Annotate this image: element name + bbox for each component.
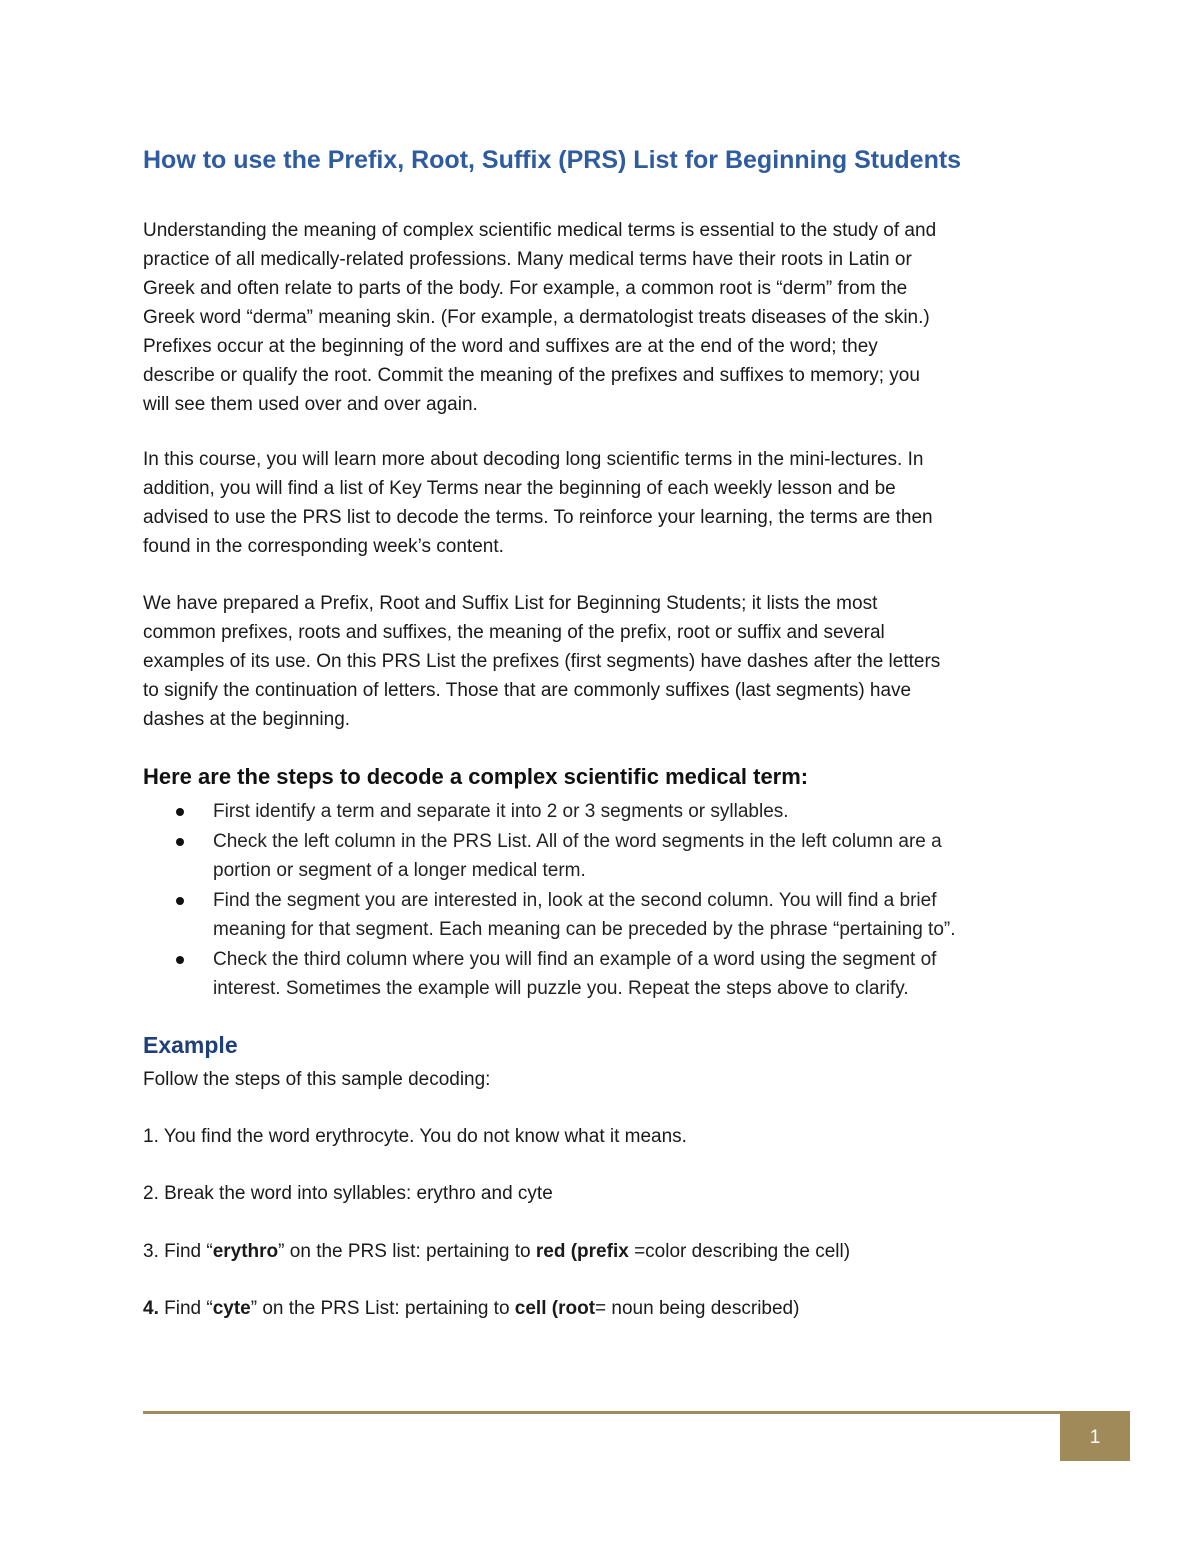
step-3-paren: ( [565,1241,578,1262]
text-line: Greek and often relate to parts of the body. For example, a common root is “derm” from the [143,278,908,299]
step-4-term: cyte [212,1298,251,1319]
page-number: 1 [1060,1414,1130,1461]
text-line: common prefixes, roots and suffixes, the meaning of the prefix, root or suffix and several [143,622,885,643]
step-3-text: =color describing the cell) [628,1241,851,1262]
step-3-role: prefix [577,1241,629,1262]
step-4-text: ” on the PRS List: pertaining to [250,1298,515,1319]
steps-heading: Here are the steps to decode a complex scientific medical term: [143,764,809,789]
text-line: advised to use the PRS list to decode the terms. To reinforce your learning, the terms are then [143,507,933,528]
bullet-icon [176,956,184,964]
text-line: practice of all medically-related professions. Many medical terms have their roots in Latin or [143,249,912,270]
text-line: In this course, you will learn more about decoding long scientific terms in the mini-lectures. In [143,449,924,470]
footer-rule [143,1411,1130,1414]
text-line: Check the left column in the PRS List. All of the word segments in the left column are a [213,830,942,852]
text-line: Greek word “derma” meaning skin. (For example, a dermatologist treats diseases of the skin.) [143,307,930,328]
text-line: Check the third column where you will find an example of a word using the segment of [213,948,937,970]
list-item [143,945,1073,1004]
example-intro: Follow the steps of this sample decoding: [143,1069,491,1090]
text-line: First identify a term and separate it into 2 or 3 segments or syllables. [213,801,789,822]
text-line: meaning for that segment. Each meaning can be preceded by the phrase “pertaining to”. [213,919,956,940]
document-title: How to use the Prefix, Root, Suffix (PRS) List for Beginning Students [143,146,962,174]
text-line: Find the segment you are interested in, look at the second column. You will find a brief [213,889,937,911]
text-line: found in the corresponding week’s content. [143,536,504,557]
bullet-icon [176,897,184,905]
step-4-number: 4. [143,1298,159,1319]
text-line: interest. Sometimes the example will puzzle you. Repeat the steps above to clarify. [213,978,909,999]
example-step-2: 2. Break the word into syllables: erythro and cyte [143,1183,553,1204]
text-line: Understanding the meaning of complex scientific medical terms is essential to the study of and [143,220,937,241]
text-line: Prefixes occur at the beginning of the word and suffixes are at the end of the word; they [143,336,878,357]
text-line: addition, you will find a list of Key Terms near the beginning of each weekly lesson and be [143,478,896,499]
bullet-icon [176,808,184,816]
list-item [143,827,1073,886]
text-line: dashes at the beginning. [143,709,351,730]
step-4-text: = noun being described) [595,1298,800,1319]
step-4-paren: ( [546,1298,559,1319]
text-line: describe or qualify the root. Commit the meaning of the prefixes and suffixes to memory; you [143,365,920,386]
text-line: examples of its use. On this PRS List the prefixes (first segments) have dashes after the letters [143,651,941,672]
course-paragraph [143,445,1058,561]
step-3-text: 3. Find “ [143,1241,213,1262]
example-heading: Example [143,1032,238,1058]
example-step-1: 1. You find the word erythrocyte. You do not know what it means. [143,1126,687,1147]
bullet-icon [176,838,184,846]
list-item [143,886,1073,945]
text-line: We have prepared a Prefix, Root and Suffix List for Beginning Students; it lists the most [143,593,878,614]
step-4-meaning: cell [514,1298,547,1319]
text-line: will see them used over and over again. [143,394,478,415]
text-line: portion or segment of a longer medical term. [213,860,586,881]
prs-list-paragraph [143,589,1058,734]
example-step-3 [143,1241,850,1263]
step-3-text: ” on the PRS list: pertaining to [278,1241,536,1262]
step-3-meaning: red [535,1241,566,1262]
intro-paragraph [143,216,1058,419]
step-4-role: root [558,1298,596,1319]
step-4-text: Find “ [158,1298,213,1319]
text-line: to signify the continuation of letters. Those that are commonly suffixes (last segments) have [143,680,912,701]
example-step-4 [143,1298,799,1320]
steps-list [143,797,1073,1004]
list-item [143,797,1073,827]
step-3-term: erythro [212,1241,279,1262]
